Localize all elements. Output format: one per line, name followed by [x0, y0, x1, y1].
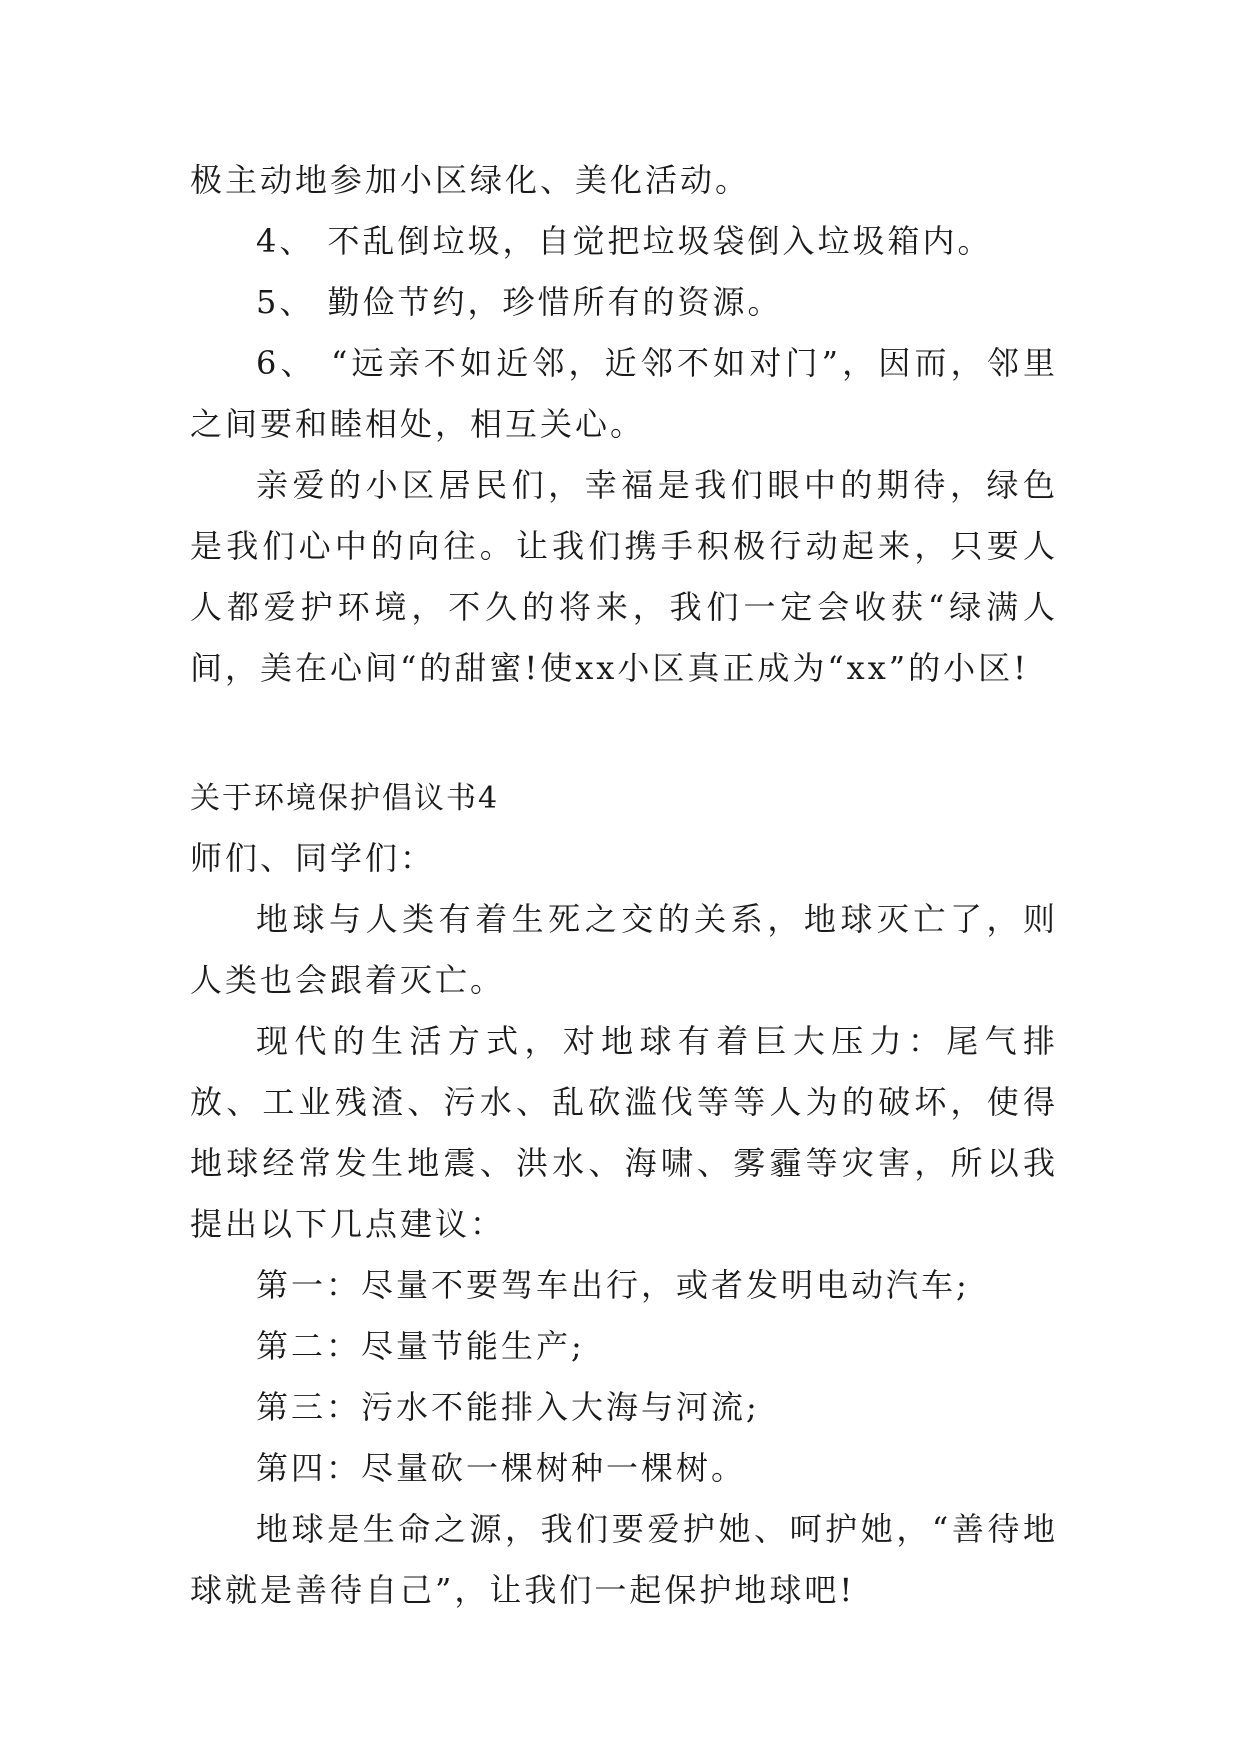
suggestion-2: 第二：尽量节能生产; — [256, 1327, 585, 1365]
paragraph-continuation: 极主动地参加小区绿化、美化活动。 — [190, 161, 751, 199]
list-item-5: 5、 勤俭节约，珍惜所有的资源。 — [256, 283, 783, 321]
section-gap — [190, 699, 1058, 770]
suggestion-1: 第一：尽量不要驾车出行，或者发明电动汽车; — [256, 1266, 970, 1304]
list-item-6: 6、 “远亲不如近邻，近邻不如对门”，因而，邻里之间要和睦相处，相互关心。 — [190, 344, 1058, 443]
closing-call: 地球是生命之源，我们要爱护她、呵护她，“善待地球就是善待自己”，让我们一起保护地球吧! — [190, 1510, 1058, 1609]
section-title: 关于环境保护倡议书4 — [190, 781, 500, 816]
body-paragraph-2: 现代的生活方式，对地球有着巨大压力：尾气排放、工业残渣、污水、乱砍滥伐等等人为的破坏，使得地球经常发生地震、洪水、海啸、雾霾等灾害，所以我提出以下几点建议： — [190, 1022, 1058, 1243]
suggestion-4: 第四：尽量砍一棵树种一棵树。 — [256, 1449, 747, 1487]
body-paragraph-1: 地球与人类有着生死之交的关系，地球灭亡了，则人类也会跟着灭亡。 — [190, 900, 1058, 999]
salutation: 师们、同学们： — [190, 839, 436, 877]
suggestion-3: 第三：污水不能排入大海与河流; — [256, 1388, 760, 1426]
list-item-4: 4、 不乱倒垃圾，自觉把垃圾袋倒入垃圾箱内。 — [256, 222, 993, 260]
document-page — [190, 150, 1058, 1621]
closing-paragraph: 亲爱的小区居民们，幸福是我们眼中的期待，绿色是我们心中的向往。让我们携手积极行动起来，只要人人都爱护环境，不久的将来，我们一定会收获“绿满人间，美在心间“的甜蜜!使xx小区真正成为“xx”的小区! — [190, 466, 1058, 687]
